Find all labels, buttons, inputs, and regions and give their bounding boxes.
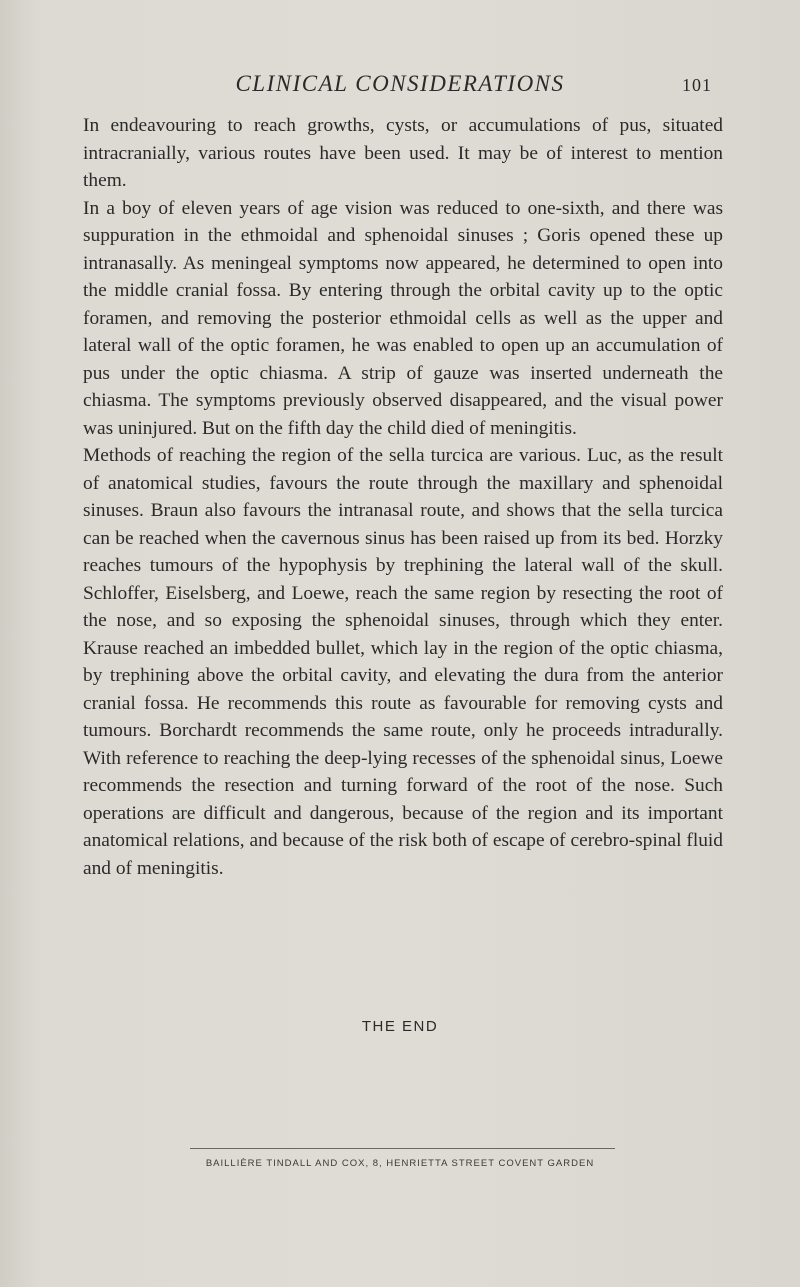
running-head	[0, 70, 800, 104]
body-text	[83, 112, 723, 882]
paragraph-case: In a boy of eleven years of age vision was reduced to one-sixth, and there was suppuration in the ethmoidal and sphenoidal sinuses ; Goris opened these up intranasally. As meningeal symptoms now appeared, he determined to open into the middle cranial fossa. By entering through the orbital cavity up to the optic foramen, and removing the posterior ethmoidal cells as well as the upper and lateral wall of the optic foramen, he was enabled to open up an accumulation of pus under the optic chiasma. A strip of gauze was inserted underneath the chiasma. The symptoms previously observed disappeared, and the visual power was uninjured. But on the fifth day the child died of meningitis.	[83, 197, 723, 439]
paragraph-methods: Methods of reaching the region of the sella turcica are various. Luc, as the result of anatomical studies, favours the route through the maxillary and sphenoidal sinuses. Braun also favours the intranasal route, and shows that the sella turcica can be reached when the cavernous sinus has been raised up from its bed. Horzky reaches tumours of the hypophysis by trephining the lateral wall of the skull. Schloffer, Eiselsberg, and Loewe, reach the same region by resecting the root of the nose, and so exposing the sphenoidal sinuses, through which they enter. Krause reached an imbedded bullet, which lay in the region of the optic chiasma, by trephining above the orbital cavity, and elevating the dura from the anterior cranial fossa. He recommends this route as favourable for removing cysts and tumours. Borchardt recommends the same route, only he proceeds intradurally. With reference to reaching the deep-lying recesses of the sphenoidal sinus, Loewe recommends the resection and turning forward of the root of the nose. Such operations are difficult and dangerous, because of the region and its important anatomical relations, and because of the risk both of escape of cerebro-spinal fluid and of meningitis.	[83, 445, 723, 879]
paragraph-intro: In endeavouring to reach growths, cysts, or accumulations of pus, situated intracranially, various routes have been used. It may be of interest to mention them.	[83, 115, 723, 191]
running-title: CLINICAL CONSIDERATIONS	[235, 71, 565, 96]
page-number: 101	[682, 75, 712, 95]
the-end-mark: THE END	[361, 1018, 439, 1035]
imprint-rule	[190, 1148, 615, 1149]
printer-imprint: BAILLIÈRE TINDALL AND COX, 8, HENRIETTA STREET COVENT GARDEN	[205, 1158, 595, 1169]
